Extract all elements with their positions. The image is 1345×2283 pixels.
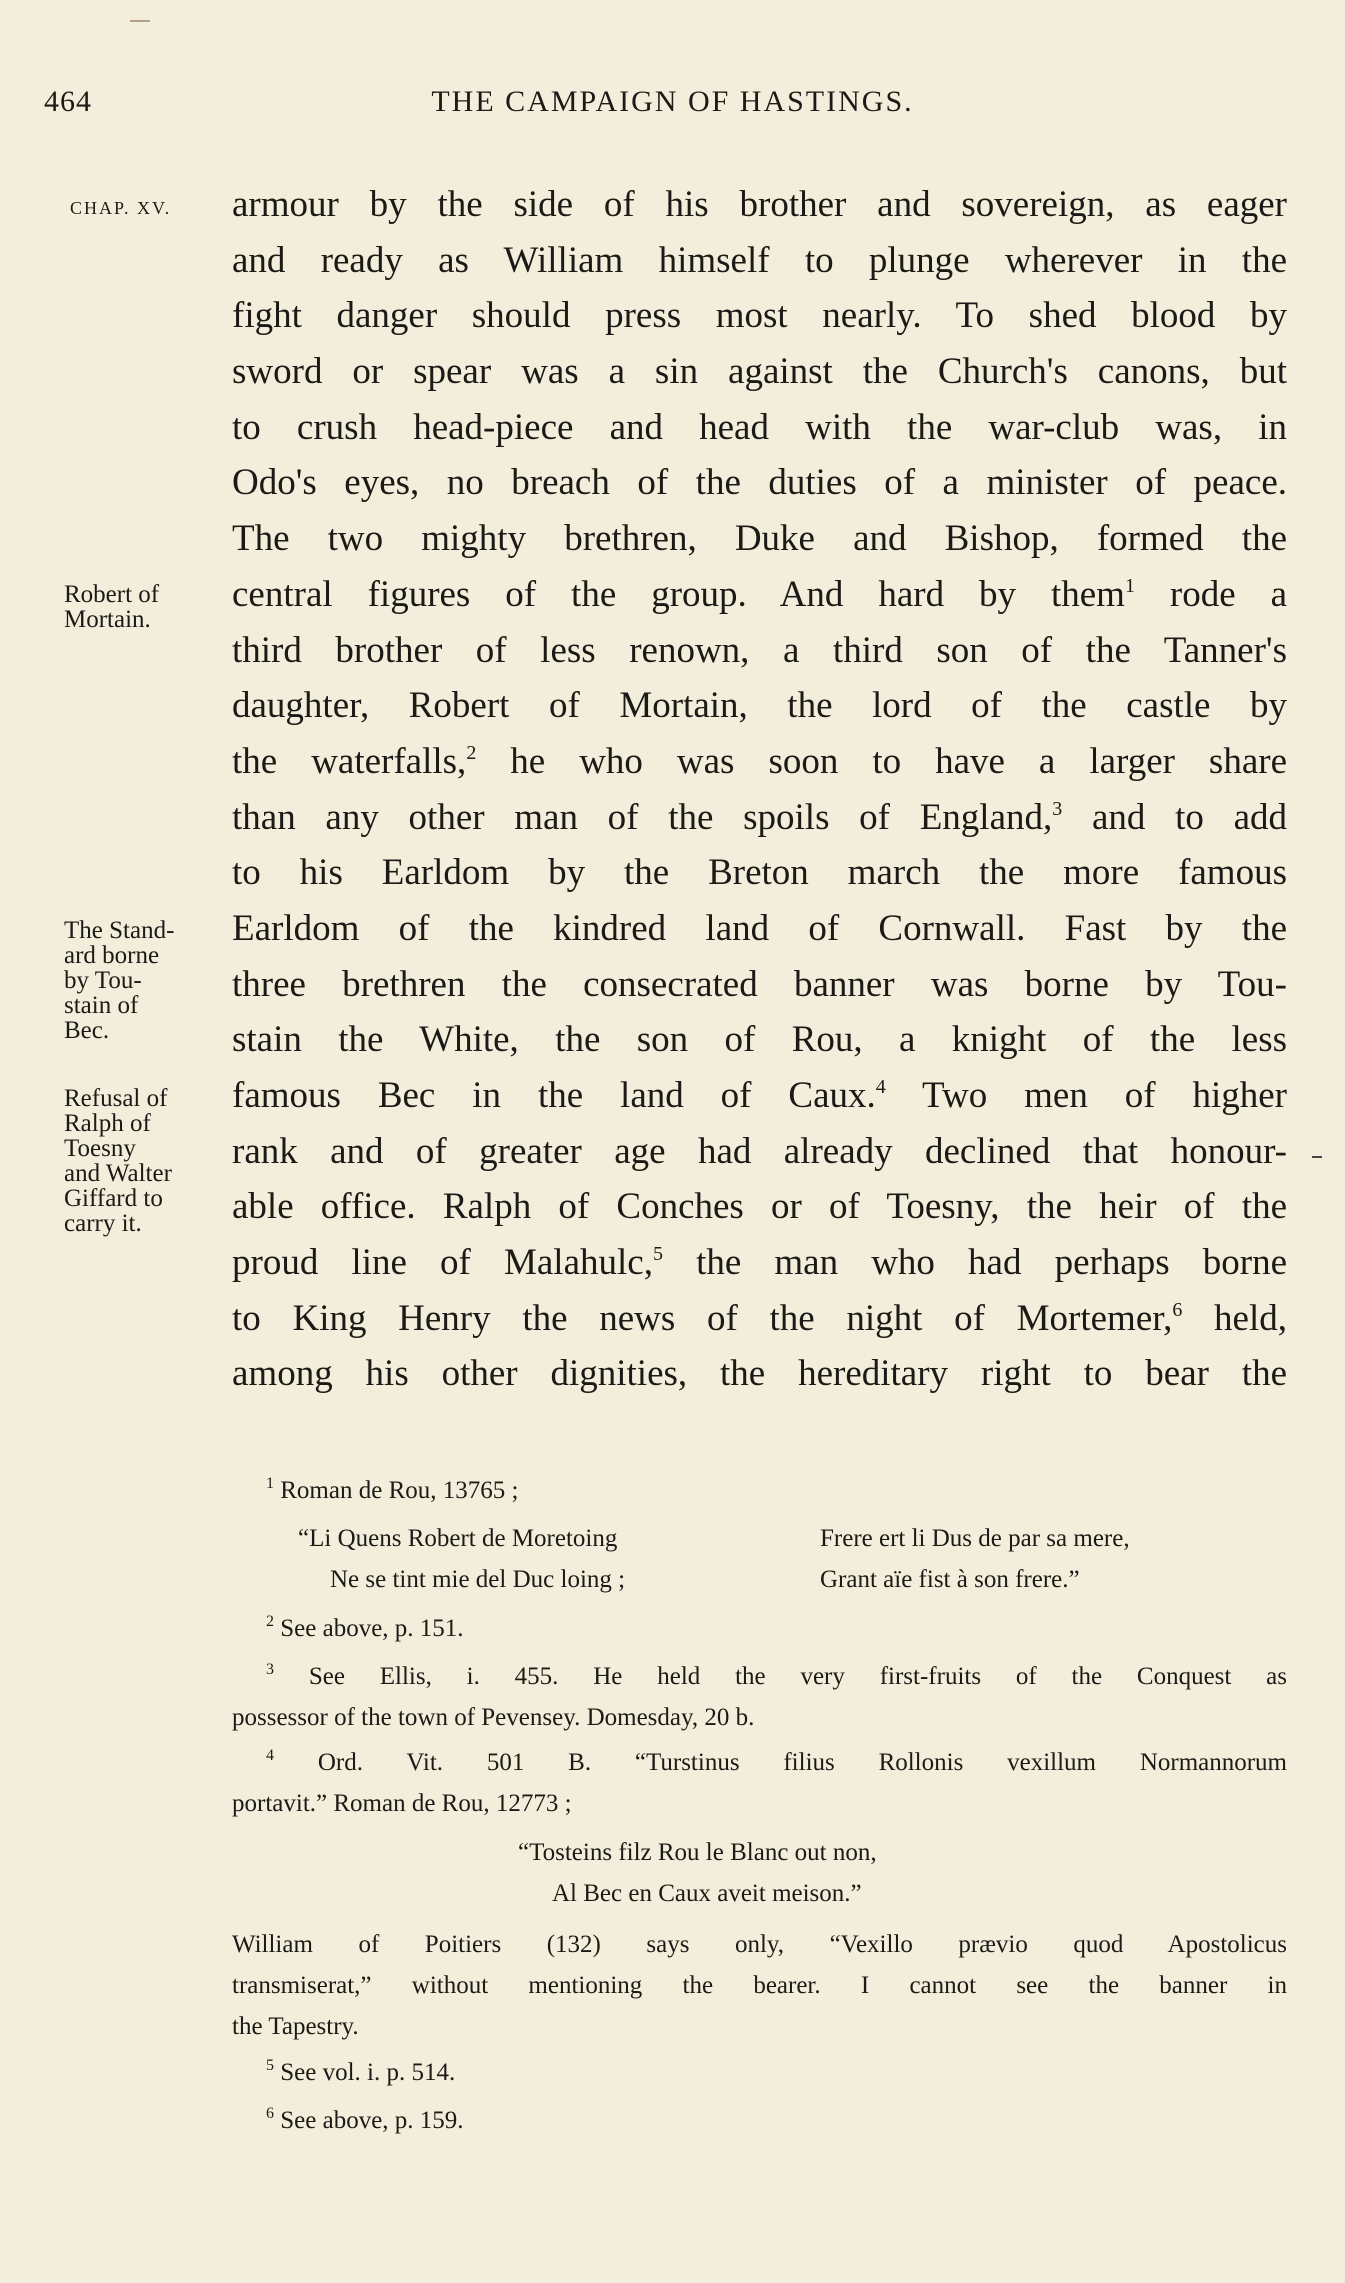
verse-line: Ne se tint mie del Duc loing ;: [330, 1566, 626, 1593]
footnote-number: 1: [266, 1475, 274, 1492]
footnote-text: possessor of the town of Pevensey. Domesday, 20 b.: [232, 1704, 755, 1731]
text-line: sword or spear was a sin against the Church's canons, but: [232, 351, 1287, 393]
text-line: stain the White, the son of Rou, a knight of the less: [232, 1019, 1287, 1061]
footnote-ref: 4: [875, 1076, 886, 1098]
sidenote-line: ard borne: [64, 942, 160, 969]
footnote-text: See vol. i. p. 514.: [280, 2059, 456, 2086]
text-line: Earldom of the kindred land of Cornwall. Fast by the: [232, 907, 1287, 949]
footnote-6: [232, 2100, 1287, 2141]
verse-left: [298, 1518, 625, 1600]
paper-mark: [130, 20, 150, 22]
footnote-ref: 6: [1172, 1298, 1183, 1321]
sidenote-line: Refusal of: [64, 1085, 168, 1112]
text-line: fight danger should press most nearly. To shed blood by: [232, 295, 1287, 337]
footnote-ref: 2: [466, 741, 477, 764]
footnote-ref: 5: [652, 1243, 663, 1266]
text-line: to King Henry the news of the night of Mortemer,$^6$ held,: [232, 1297, 1288, 1339]
footnote-text: See above, p. 159.: [280, 2107, 464, 2134]
footnote-text: Ord. Vit. 501 B. “Turstinus filius Rollonis vexillum Normannorum: [317, 1749, 1288, 1776]
footnote-4-continued: [232, 1924, 1287, 2047]
sidenote-line: Giffard to: [64, 1185, 163, 1212]
body-text: [232, 177, 1287, 1402]
verse-line: “Tosteins filz Rou le Blanc out non,: [518, 1839, 877, 1866]
text-line: to his Earldom by the Breton march the more famous: [232, 852, 1287, 894]
sidenote-line: Robert of: [64, 581, 160, 608]
verse-right: [820, 1518, 1130, 1600]
sidenote-robert: [64, 582, 234, 632]
text-line: Odo's eyes, no breach of the duties of a minister of peace.: [232, 462, 1287, 504]
footnote-1: [232, 1470, 1287, 1511]
sidenote-line: Ralph of: [64, 1110, 151, 1137]
margin-mark: [1312, 1156, 1322, 1158]
footnote-text: portavit.” Roman de Rou, 12773 ;: [232, 1790, 572, 1817]
footnote-number: 5: [266, 2057, 274, 2074]
text-line: rank and of greater age had already declined that honour-: [232, 1130, 1287, 1172]
sidenote-line: stain of: [64, 992, 139, 1019]
text-line: able office. Ralph of Conches or of Toesny, the heir of the: [232, 1186, 1287, 1228]
verse-line: “Li Quens Robert de Moretoing: [298, 1525, 618, 1552]
text-line: famous Bec in the land of Caux.$^4$ Two men of higher: [232, 1075, 1287, 1116]
text-line: proud line of Malahulc,$^5$ the man who had perhaps borne: [232, 1242, 1287, 1284]
footnote-5: [232, 2052, 1287, 2093]
text-line: than any other man of the spoils of England,$^3$ and to add: [232, 796, 1288, 838]
footnote-number: 3: [266, 1661, 274, 1678]
sidenote-refusal: [64, 1086, 234, 1236]
page-header: [0, 85, 1345, 135]
sidenote-line: and Walter: [64, 1160, 172, 1187]
sidenote-line: Bec.: [64, 1017, 110, 1044]
sidenote-standard: [64, 918, 234, 1043]
verse-line: Al Bec en Caux aveit meison.”: [552, 1880, 862, 1907]
footnote-text: See above, p. 151.: [280, 1615, 464, 1642]
verse-line: Frere ert li Dus de par sa mere,: [820, 1525, 1130, 1552]
text-line: three brethren the consecrated banner was borne by Tou-: [232, 963, 1287, 1005]
chapter-label: CHAP. XV.: [70, 198, 172, 218]
footnote-2: [232, 1608, 1287, 1649]
sidenote-line: carry it.: [64, 1210, 142, 1237]
verse-line: Grant aïe fist à son frere.”: [820, 1566, 1080, 1593]
text-line: third brother of less renown, a third son of the Tanner's: [232, 629, 1287, 671]
text-line: armour by the side of his brother and sovereign, as eager: [232, 184, 1287, 225]
sidenote-line: The Stand-: [64, 917, 175, 944]
footnote-ref: 1: [1124, 574, 1135, 597]
footnote-4: [232, 1742, 1287, 1824]
sidenote-line: by Tou-: [64, 967, 142, 994]
footnote-number: 6: [266, 2105, 274, 2122]
verse-block: [518, 1832, 877, 1914]
sidenote-line: Mortain.: [64, 606, 151, 633]
running-title: THE CAMPAIGN OF HASTINGS.: [431, 85, 914, 118]
footnote-text: Roman de Rou, 13765 ;: [280, 1477, 519, 1504]
text-line: and ready as William himself to plunge wherever in the: [232, 239, 1287, 281]
text-line: central figures of the group. And hard by them$^1$ rode a: [232, 573, 1288, 615]
text-line: among his other dignities, the hereditary right to bear the: [232, 1353, 1287, 1395]
footnote-number: 2: [266, 1613, 274, 1630]
text-line: daughter, Robert of Mortain, the lord of the castle by: [232, 685, 1287, 727]
text-line: The two mighty brethren, Duke and Bishop, formed the: [232, 518, 1287, 560]
text-line: the waterfalls,$^2$ he who was soon to have a larger share: [232, 740, 1287, 782]
page-number: 464: [44, 85, 92, 118]
footnote-3: [232, 1656, 1287, 1738]
text-line: to crush head-piece and head with the war-club was, in: [232, 406, 1287, 448]
sidenote-line: Toesny: [64, 1135, 136, 1162]
footnote-number: 4: [266, 1747, 274, 1764]
footnote-text: the Tapestry.: [232, 2013, 359, 2040]
footnote-text: See Ellis, i. 455. He held the very first-fruits of the Conquest as: [308, 1663, 1287, 1690]
footnote-ref: 3: [1052, 797, 1063, 820]
footnote-text: William of Poitiers (132) says only, “Vexillo prævio quod Apostolicus: [232, 1931, 1287, 1958]
footnote-text: transmiserat,” without mentioning the bearer. I cannot see the banner in: [232, 1972, 1287, 1999]
